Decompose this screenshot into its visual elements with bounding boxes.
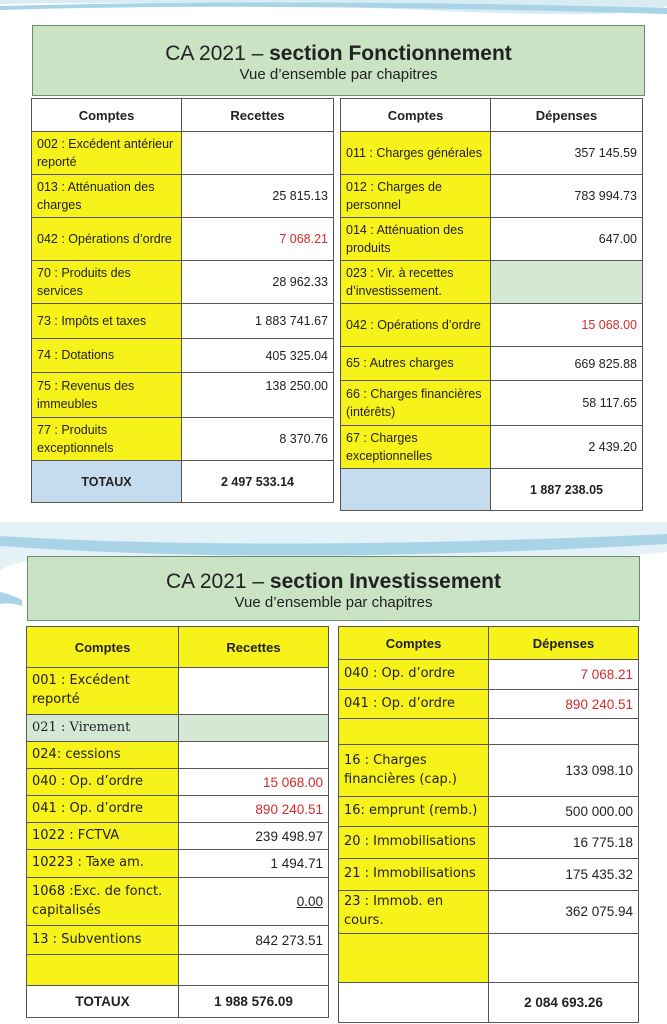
table-row	[27, 668, 329, 715]
decorative-wave	[0, 0, 667, 28]
montant	[489, 933, 639, 982]
compte-label: 66 : Charges financières (intérêts)	[341, 381, 491, 426]
totals-row	[341, 469, 643, 511]
compte-label: 011 : Charges générales	[341, 132, 491, 175]
column-header-recettes: Recettes	[179, 627, 329, 668]
table-row	[32, 261, 334, 304]
montant	[179, 742, 329, 769]
compte-label: 021 : Virement	[27, 715, 179, 742]
section-subtitle: Vue d’ensemble par chapitres	[239, 66, 438, 83]
column-header-depenses: Dépenses	[489, 627, 639, 660]
compte-label	[339, 933, 489, 982]
totals-value: 2 497 533.14	[182, 461, 334, 503]
montant	[489, 719, 639, 745]
montant: 669 825.88	[491, 347, 643, 381]
compte-label: 041 : Op. d’ordre	[27, 796, 179, 823]
table-row	[32, 218, 334, 261]
compte-label: 73 : Impôts et taxes	[32, 304, 182, 339]
table-row	[32, 304, 334, 339]
compte-label: 21 : Immobilisations	[339, 859, 489, 891]
compte-label: 012 : Charges de personnel	[341, 175, 491, 218]
compte-label: 16 : Charges financières (cap.)	[339, 745, 489, 797]
table-row	[341, 218, 643, 261]
table-row	[339, 891, 639, 934]
table-row	[32, 418, 334, 461]
section-title-prefix: CA 2021 –	[165, 42, 270, 65]
column-header-comptes: Comptes	[32, 99, 182, 132]
montant: 890 240.51	[179, 796, 329, 823]
table-row	[27, 742, 329, 769]
montant: 647.00	[491, 218, 643, 261]
compte-label: 10223 : Taxe am.	[27, 850, 179, 878]
compte-label: 040 : Op. d’ordre	[27, 769, 179, 796]
montant: 362 075.94	[489, 891, 639, 934]
montant: 15 068.00	[491, 304, 643, 347]
compte-label: 1022 : FCTVA	[27, 823, 179, 850]
montant: 175 435.32	[489, 859, 639, 891]
compte-label: 65 : Autres charges	[341, 347, 491, 381]
table-row	[339, 690, 639, 719]
montant: 28 962.33	[182, 261, 334, 304]
column-header-comptes: Comptes	[341, 99, 491, 132]
table-row	[27, 796, 329, 823]
section-subtitle: Vue d’ensemble par chapitres	[234, 594, 433, 611]
table-fonctionnement-recettes	[31, 98, 334, 503]
totals-label-empty	[341, 469, 491, 511]
compte-label	[339, 719, 489, 745]
compte-label: 20 : Immobilisations	[339, 827, 489, 859]
montant: 1 883 741.67	[182, 304, 334, 339]
montant: 2 439.20	[491, 426, 643, 469]
totals-row	[32, 461, 334, 503]
table-fonctionnement-depenses	[340, 98, 643, 511]
montant: 0.00	[179, 878, 329, 926]
compte-label: 014 : Atténuation des produits	[341, 218, 491, 261]
totals-label: TOTAUX	[27, 986, 179, 1018]
section-title-box	[27, 556, 640, 621]
table-row	[339, 797, 639, 827]
montant: 1 494.71	[179, 850, 329, 878]
section-title: section Fonctionnement	[269, 42, 512, 65]
compte-label	[27, 955, 179, 986]
compte-label: 023 : Vir. à recettes d’investissement.	[341, 261, 491, 304]
montant: 405 325.04	[182, 339, 334, 373]
montant: 16 775.18	[489, 827, 639, 859]
montant: 7 068.21	[489, 660, 639, 690]
table-row	[32, 373, 334, 418]
table-row	[341, 347, 643, 381]
table-row	[27, 878, 329, 926]
table-investissement-recettes	[26, 626, 329, 1018]
table-row	[27, 955, 329, 986]
montant: 500 000.00	[489, 797, 639, 827]
compte-label: 024: cessions	[27, 742, 179, 769]
montant: 8 370.76	[182, 418, 334, 461]
table-row	[339, 719, 639, 745]
table-row	[339, 859, 639, 891]
table-row	[27, 769, 329, 796]
section-title-prefix: CA 2021 –	[165, 570, 270, 593]
montant	[179, 715, 329, 742]
table-row	[341, 304, 643, 347]
totals-label: TOTAUX	[32, 461, 182, 503]
section-title: section Investissement	[269, 570, 501, 593]
table-investissement-depenses	[338, 626, 639, 1023]
compte-label: 013 : Atténuation des charges	[32, 175, 182, 218]
totals-value: 1 988 576.09	[179, 986, 329, 1018]
column-header-comptes: Comptes	[27, 627, 179, 668]
montant	[182, 132, 334, 175]
table-row	[341, 381, 643, 426]
compte-label: 042 : Opérations d’ordre	[341, 304, 491, 347]
compte-label: 75 : Revenus des immeubles	[32, 373, 182, 418]
montant: 357 145.59	[491, 132, 643, 175]
table-row	[32, 175, 334, 218]
table-row	[341, 175, 643, 218]
table-row	[32, 339, 334, 373]
compte-label: 13 : Subventions	[27, 926, 179, 955]
table-row	[32, 132, 334, 175]
montant: 25 815.13	[182, 175, 334, 218]
montant: 58 117.65	[491, 381, 643, 426]
montant	[491, 261, 643, 304]
montant	[179, 668, 329, 715]
montant: 783 994.73	[491, 175, 643, 218]
compte-label: 041 : Op. d’ordre	[339, 690, 489, 719]
totals-value: 1 887 238.05	[491, 469, 643, 511]
compte-label: 16: emprunt (remb.)	[339, 797, 489, 827]
montant: 7 068.21	[182, 218, 334, 261]
compte-label: 74 : Dotations	[32, 339, 182, 373]
table-row	[341, 132, 643, 175]
montant: 890 240.51	[489, 690, 639, 719]
section-title-box	[32, 25, 645, 96]
table-row	[341, 426, 643, 469]
table-row	[339, 933, 639, 982]
compte-label: 040 : Op. d’ordre	[339, 660, 489, 690]
compte-label: 042 : Opérations d’ordre	[32, 218, 182, 261]
totals-row	[339, 982, 639, 1022]
column-header-depenses: Dépenses	[491, 99, 643, 132]
compte-label: 77 : Produits exceptionnels	[32, 418, 182, 461]
montant: 133 098.10	[489, 745, 639, 797]
column-header-recettes: Recettes	[182, 99, 334, 132]
totals-value: 2 084 693.26	[489, 982, 639, 1022]
table-row	[27, 926, 329, 955]
totals-label-empty	[339, 982, 489, 1022]
compte-label: 002 : Excédent antérieur reporté	[32, 132, 182, 175]
montant	[179, 955, 329, 986]
column-header-comptes: Comptes	[339, 627, 489, 660]
table-row	[339, 827, 639, 859]
compte-label: 1068 :Exc. de fonct. capitalisés	[27, 878, 179, 926]
table-row	[339, 745, 639, 797]
compte-label: 67 : Charges exceptionnelles	[341, 426, 491, 469]
montant: 15 068.00	[179, 769, 329, 796]
montant: 842 273.51	[179, 926, 329, 955]
compte-label: 70 : Produits des services	[32, 261, 182, 304]
table-row	[339, 660, 639, 690]
totals-row	[27, 986, 329, 1018]
compte-label: 001 : Excédent reporté	[27, 668, 179, 715]
compte-label: 23 : Immob. en cours.	[339, 891, 489, 934]
montant: 138 250.00	[182, 373, 334, 418]
table-row	[27, 823, 329, 850]
table-row	[341, 261, 643, 304]
montant: 239 498.97	[179, 823, 329, 850]
table-row	[27, 715, 329, 742]
table-row	[27, 850, 329, 878]
